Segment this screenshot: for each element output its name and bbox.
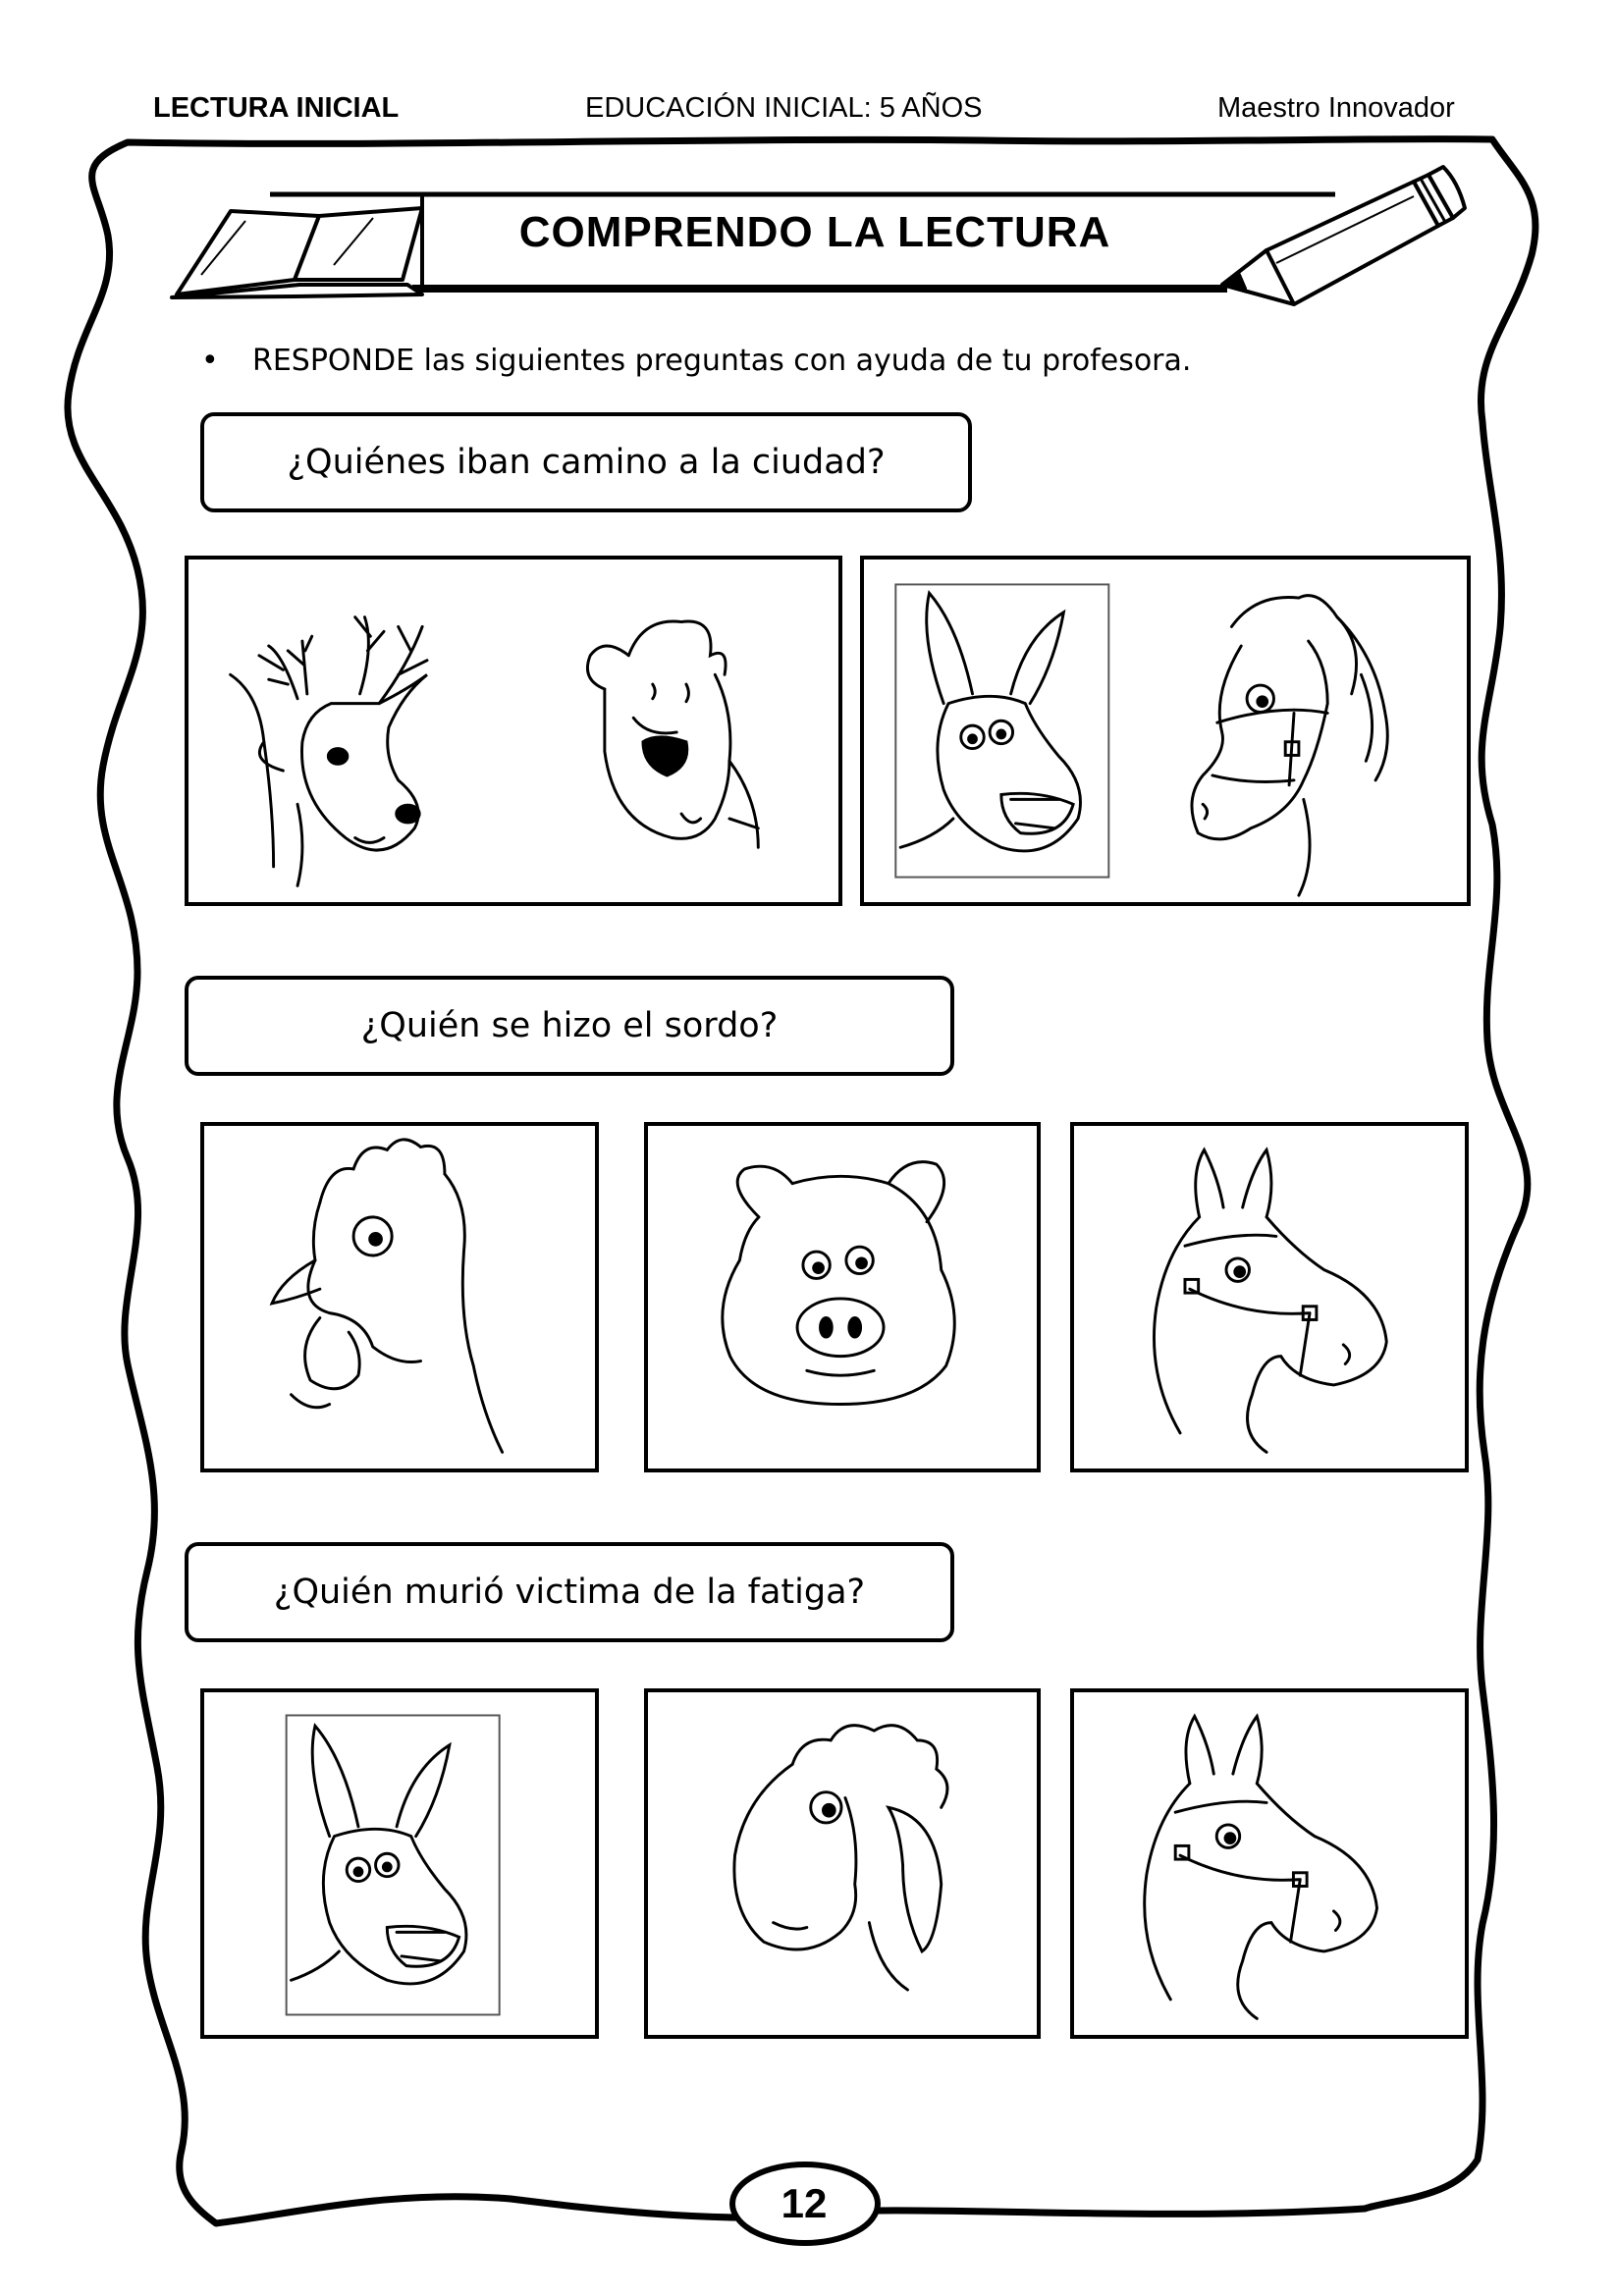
horse-head-icon: [1154, 1149, 1386, 1452]
donkey-head-icon: [900, 593, 1080, 851]
question-2: ¿Quién se hizo el sordo?: [185, 976, 954, 1076]
answer-option-horse-1[interactable]: [1070, 1122, 1469, 1472]
rooster-illustration: [204, 1126, 595, 1468]
dog-head-icon: [587, 621, 758, 847]
horse-illustration-2: [1074, 1692, 1465, 2035]
answer-option-rooster[interactable]: [200, 1122, 599, 1472]
donkey-horse-illustration: [864, 560, 1467, 902]
page-title: COMPRENDO LA LECTURA: [518, 208, 1111, 256]
question-3: ¿Quién murió victima de la fatiga?: [185, 1542, 954, 1642]
donkey-illustration: [204, 1692, 595, 2035]
header-right: Maestro Innovador: [1217, 92, 1455, 124]
pencil-icon: [1222, 167, 1465, 304]
page-number: 12: [781, 2180, 828, 2226]
open-book-icon: [172, 208, 422, 297]
answer-option-horse-2[interactable]: [1070, 1688, 1469, 2039]
answer-option-deer-dog[interactable]: [185, 556, 842, 906]
header-center: EDUCACIÓN INICIAL: 5 AÑOS: [585, 92, 983, 124]
sheep-illustration: [648, 1692, 1037, 2035]
horse-illustration-1: [1074, 1126, 1465, 1468]
deer-dog-illustration: [189, 560, 838, 902]
answer-option-sheep[interactable]: [644, 1688, 1041, 2039]
horse-head-icon: [1145, 1716, 1377, 2018]
question-1: ¿Quiénes iban camino a la ciudad?: [200, 412, 972, 512]
bullet-icon: •: [201, 344, 219, 378]
pig-illustration: [648, 1126, 1037, 1468]
answer-option-donkey[interactable]: [200, 1688, 599, 2039]
header-left: LECTURA INICIAL: [153, 92, 400, 124]
answer-option-pig[interactable]: [644, 1122, 1041, 1472]
answer-option-donkey-horse[interactable]: [860, 556, 1471, 906]
instruction-bold: RESPONDE: [252, 344, 415, 378]
donkey-head-icon: [292, 1726, 466, 1984]
sheep-head-icon: [734, 1726, 947, 1990]
instruction-rest: las siguientes preguntas con ayuda de tu profesora.: [414, 344, 1192, 378]
pig-head-icon: [723, 1162, 954, 1405]
deer-head-icon: [231, 617, 427, 886]
instruction: [201, 344, 1191, 378]
rooster-head-icon: [272, 1140, 503, 1453]
horse-head-icon: [1192, 596, 1387, 895]
